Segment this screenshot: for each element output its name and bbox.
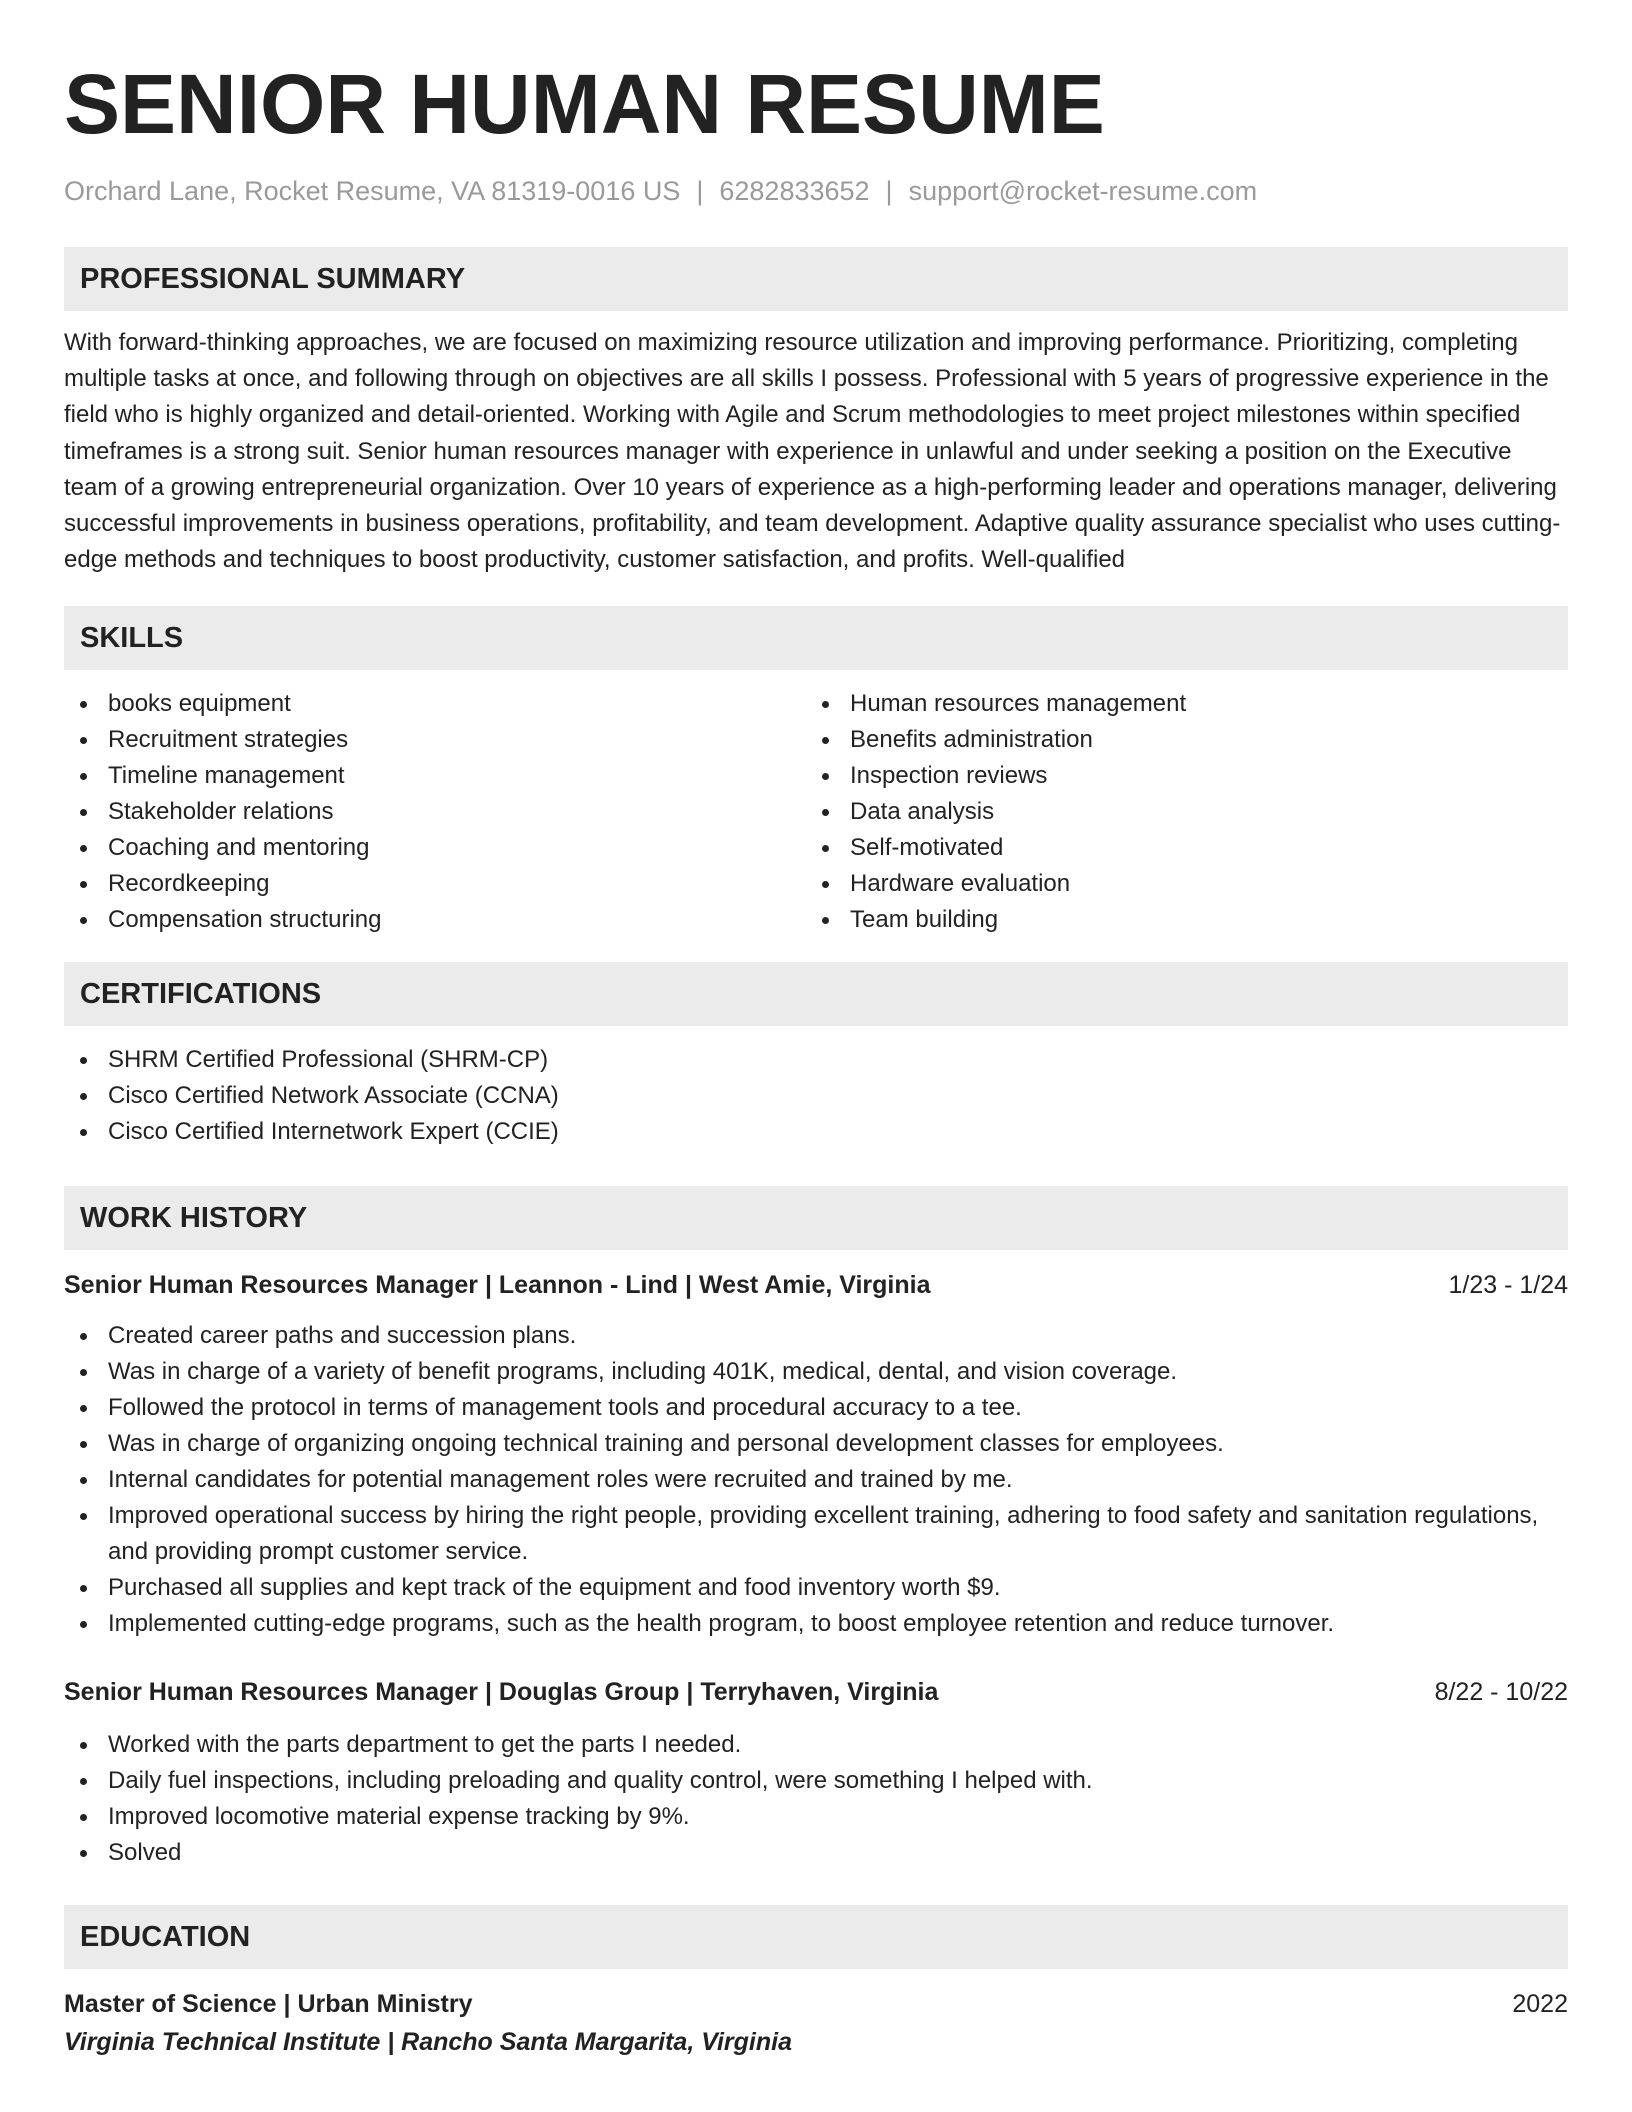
section-header-work-history: WORK HISTORY [64, 1186, 1568, 1250]
certification-item: Cisco Certified Internetwork Expert (CCIE) [64, 1114, 1568, 1150]
job-bullet: Was in charge of organizing ongoing technical training and personal development classes for employees. [64, 1426, 1568, 1462]
skill-item: Recruitment strategies [64, 722, 806, 758]
job-bullet: Followed the protocol in terms of management tools and procedural accuracy to a tee. [64, 1390, 1568, 1426]
job-dates: 8/22 - 10/22 [1434, 1678, 1568, 1707]
skill-item: Benefits administration [806, 722, 1548, 758]
skill-item: Coaching and mentoring [64, 830, 806, 866]
skill-item: Stakeholder relations [64, 794, 806, 830]
job-bullet: Created career paths and succession plans. [64, 1318, 1568, 1354]
skill-item: Hardware evaluation [806, 866, 1548, 902]
contact-phone: 6282833652 [719, 176, 870, 206]
resume-name: SENIOR HUMAN RESUME [64, 57, 1105, 151]
skill-item: Recordkeeping [64, 866, 806, 902]
section-header-education: EDUCATION [64, 1905, 1568, 1969]
job-bullets [64, 1727, 1568, 1871]
education-school: Virginia Technical Institute | Rancho Santa Margarita, Virginia [64, 2028, 792, 2057]
section-header-summary: PROFESSIONAL SUMMARY [64, 247, 1568, 311]
skill-item: Timeline management [64, 758, 806, 794]
job-bullet: Improved operational success by hiring the right people, providing excellent training, adhering to food safety and sanitation regulations, and providing prompt customer service. [64, 1498, 1568, 1570]
skill-item: Self-motivated [806, 830, 1548, 866]
skills-grid [64, 686, 1568, 938]
job-bullet: Was in charge of a variety of benefit programs, including 401K, medical, dental, and vision coverage. [64, 1354, 1568, 1390]
certifications-list [64, 1042, 1568, 1150]
summary-text: With forward-thinking approaches, we are focused on maximizing resource utilization and improving performance. Prioritizing, completing multiple tasks at once, and following through on objectives are all skills I possess. Professional with 5 years of progressive experience in the field who is highly organized and detail-oriented. Working with Agile and Scrum methodologies to meet project milestones within specified timeframes is a strong suit. Senior human resources manager with experience in unlawful and under seeking a position on the Executive team of a growing entrepreneurial organization. Over 10 years of experience as a high-performing leader and operations manager, delivering successful improvements in business operations, profitability, and team development. Adaptive quality assurance specialist who uses cutting-edge methods and techniques to boost productivity, customer satisfaction, and profits. Well-qualified [64, 329, 1561, 574]
job-bullet: Worked with the parts department to get the parts I needed. [64, 1727, 1568, 1763]
skill-item: Compensation structuring [64, 902, 806, 938]
contact-address: Orchard Lane, Rocket Resume, VA 81319-0016 US [64, 176, 681, 206]
skill-item: Data analysis [806, 794, 1548, 830]
skill-item: Human resources management [806, 686, 1548, 722]
skills-list-right [806, 686, 1548, 938]
section-header-certifications: CERTIFICATIONS [64, 962, 1568, 1026]
education-header [64, 1987, 1568, 2021]
skill-item: Team building [806, 902, 1548, 938]
job-header [64, 1675, 1568, 1709]
job-bullet: Daily fuel inspections, including preloading and quality control, were something I helped with. [64, 1763, 1568, 1799]
section-header-skills: SKILLS [64, 606, 1568, 670]
certification-item: SHRM Certified Professional (SHRM-CP) [64, 1042, 1568, 1078]
skills-list-left [64, 686, 806, 938]
skill-item: Inspection reviews [806, 758, 1548, 794]
certification-item: Cisco Certified Network Associate (CCNA) [64, 1078, 1568, 1114]
job-bullets [64, 1318, 1568, 1642]
job-bullet: Purchased all supplies and kept track of the equipment and food inventory worth $9. [64, 1570, 1568, 1606]
resume-page [64, 0, 1568, 2059]
job-bullet: Internal candidates for potential management roles were recruited and trained by me. [64, 1462, 1568, 1498]
job-title: Senior Human Resources Manager | Leannon - Lind | West Amie, Virginia [64, 1271, 931, 1300]
job-bullet: Implemented cutting-edge programs, such as the health program, to boost employee retention and reduce turnover. [64, 1606, 1568, 1642]
contact-separator: | [885, 176, 893, 206]
contact-separator: | [696, 176, 704, 206]
job-bullet: Solved [64, 1835, 1568, 1871]
job-dates: 1/23 - 1/24 [1448, 1271, 1568, 1300]
education-year: 2022 [1512, 1990, 1568, 2019]
job-bullet: Improved locomotive material expense tracking by 9%. [64, 1799, 1568, 1835]
contact-email: support@rocket-resume.com [908, 176, 1258, 206]
skill-item: books equipment [64, 686, 806, 722]
job-title: Senior Human Resources Manager | Douglas Group | Terryhaven, Virginia [64, 1678, 939, 1707]
education-degree: Master of Science | Urban Ministry [64, 1990, 473, 2019]
job-header [64, 1268, 1568, 1302]
contact-line [64, 174, 1568, 208]
